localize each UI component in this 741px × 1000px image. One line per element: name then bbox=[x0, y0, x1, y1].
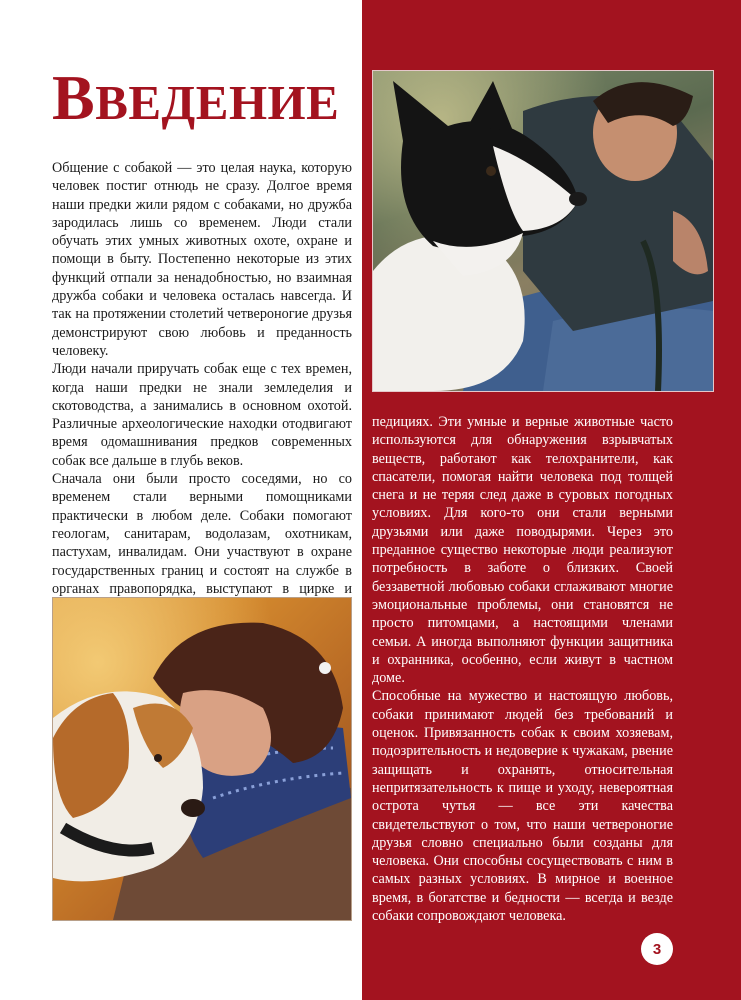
left-paragraph-1: Общение с собакой — это целая наука, которую человек постиг отнюдь не сразу. Долгое время наши предки жили рядом с собаками, но дружба зародилась лишь со временем. Люди стали обучать этих умных животных охоте, охране и помощи в быту. Постепенно некоторые из этих функций отпали за ненадобностью, но взаимная дружба собаки и человека осталась навсегда. И так на протяжении столетий четвероногие друзья демонстрируют свою любовь и преданность человеку. bbox=[52, 160, 352, 359]
right-paragraph-2: Способные на мужество и настоящую любовь, собаки принимают людей без требований и оценок. Привязанность собак к своим хозяевам, подозрительность и недоверие к чужакам, рвение защищать и охранять, относительная непритязательность к пище и уходу, невероятная острота чутья — все эти качества свидетельствуют о том, что наши четвероногие друзья словно специально были созданы для человека. Они способны сосуществовать с ним в самых разных условиях. В мирное и военное время, в богатстве и бедности — всегда и везде собаки сопровождают человека. bbox=[372, 688, 673, 925]
page-number-badge: 3 bbox=[641, 933, 673, 965]
photo-woman-illustration bbox=[53, 598, 351, 920]
title-rest: ВЕДЕНИЕ bbox=[95, 75, 340, 130]
page-title bbox=[52, 58, 339, 143]
title-first-letter: В bbox=[52, 62, 96, 133]
right-paragraph-1: педициях. Эти умные и верные животные часто используются для обнаружения взрывчатых веществ, работают как телохранители, как спасатели, помогая найти человека под толщей снега и не теряя след даже в суровых погодных условиях. Для кого-то они стали верными друзьями или даже поводырями. Через это преданное существо некоторые люди реализуют потребность в заботе о близких. Своей беззаветной любовью собаки сглаживают многие эмоциональные проблемы, они становятся не просто питомцами, а настоящими членами семьи. А иногда выполняют функции защитника и охранника, особенно, если живут в частном доме. bbox=[372, 414, 673, 687]
photo-man-with-dog bbox=[372, 70, 714, 392]
left-paragraph-3: Сначала они были просто соседями, но со временем стали верными помощниками практически в любом деле. Собаки помогают геологам, санитарам, водолазам, охотникам, пастухам, инвалидам. Они участвуют в охране государственных границ и состоят на службе в органах правопорядка, выступают в цирке и bbox=[52, 471, 352, 597]
left-paragraph-2: Люди начали приручать собак еще с тех времен, когда наши предки не знали земледелия и скотоводства, а занимались в основном охотой. Различные археологические находки отодвигают время одомашнивания предков современных собак все дальше в глубь веков. bbox=[52, 361, 352, 469]
photo-woman-with-dog bbox=[52, 597, 352, 921]
right-text-column bbox=[372, 413, 673, 925]
photo-man-illustration bbox=[373, 71, 713, 391]
left-text-column bbox=[52, 159, 352, 616]
